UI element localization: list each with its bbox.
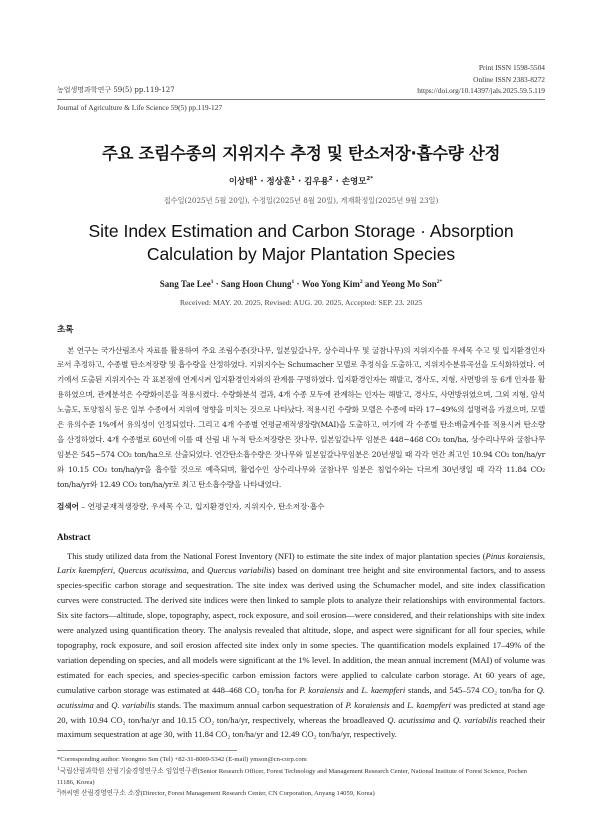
dates-english: Received: MAY. 20. 2025, Revised: AUG. 20. 2025, Accepted: SEP. 23. 2025 <box>179 297 423 307</box>
author-name: 손영모 <box>341 176 367 187</box>
abstract-text: This study utilized data from the National Forest Inventory (NFI) to estimate the site index of major plantation species ( <box>67 550 486 561</box>
author-separator: · <box>294 278 302 289</box>
species-name: Quercus acutissima <box>118 565 187 576</box>
abstract-text: reached their maximum sequestration at age 30, with 11.84 CO₂ ton/ha/yr and 12.49 CO₂ ton/ha/yr, respectively. <box>57 714 545 740</box>
abstract-text: , and <box>186 565 208 576</box>
species-name: Quercus variabilis <box>207 565 272 576</box>
issn-block <box>417 62 545 97</box>
journal-citation-en: Journal of Agriculture & Life Science 59(5) pp.119-127 <box>57 102 223 112</box>
affiliation-1-marker: 1 <box>57 765 60 772</box>
author-name: Sang Tae Lee <box>159 278 211 289</box>
keywords-label: 검색어 <box>57 501 80 511</box>
authors-korean <box>57 176 545 188</box>
footnotes <box>57 755 545 800</box>
abstract-text: , <box>112 565 119 576</box>
doi-link[interactable]: https://doi.org/10.14397/jals.2025.59.5.119 <box>417 86 545 95</box>
species-name: Q. acutissima <box>387 714 436 725</box>
author-name: 정상훈 <box>266 176 292 187</box>
affiliation-2-en: (Director, Forest Management Research Center, CN Corporation, Anyang 14059, Korea) <box>140 790 375 798</box>
author-affiliation-marker: 2* <box>436 278 443 285</box>
title-korean: 주요 조림수종의 지위지수 추정 및 탄소저장·흡수량 산정 <box>101 143 501 163</box>
affiliation-1 <box>57 766 545 788</box>
species-name: P. koraiensis <box>345 699 390 710</box>
keywords-list: – 연평균재적생장량, 우세목 수고, 입지환경인자, 지위지수, 탄소저장·흡수 <box>79 501 325 511</box>
abstract-text: and <box>343 684 362 695</box>
author-affiliation-marker: 1 <box>253 175 258 182</box>
abstract-kr-body: 본 연구는 국가산림조사 자료를 활용하여 주요 조림수종(잣나무, 일본잎갈나무, 상수리나무 및 굴참나무)의 지위지수를 우세목 수고 및 입지환경인자로서 추정하고, 수종별 탄소저장량 및 흡수량을 산정하였다. 지위지수는 Schumacher 모델로 추정식을 도출하고, 지위지수분류곡선을 도식화하였다. 여기에서 도출된 지위지수는 각 표본점에 연계시켜 입지환경인자와의 관계를 구명하였다. 입지환경인자는 해발고, 경사도, 지형, 사면방위 등 6개 인자를 활용하였으며, 관계분석은 수량화이론을 적용시켰다. 수량화분석 결과, 4개 수종 모두에 관계하는 인자는 해발고, 경사도, 사면방위였으며, 그외 지형, 암석노출도, 토양침식 등은 일부 수종에서 지위에 영향을 미치는 것으로 나타났다. 적용시킨 수량화 모델은 수종에 따라 17~49%의 설명력을 가졌으며, 모델은 유의수준 1%에서 유의성이 인정되었다. 그리고 4개 수종별 연평균재적생장량(MAI)을 도출하고, 여기에 각 수종별 탄소배출계수를 적용시켜 탄소량을 산정하였다. 4개 수종별로 60년에 이를 때 산림 내 누적 탄소저장량은 잣나무, 일본잎갈나무 임분은 448~468 CO₂ ton/ha, 상수리나무와 굴참나무 임분은 545~574 CO₂ ton/ha으로 산출되었다. 연간탄소흡수량은 잣나무와 일본잎갈나무임분은 20년생일 때 각각 연간 최고인 10.94 CO₂ ton/ha/yr와 10.15 CO₂ ton/ha/yr을 흡수할 것으로 예측되며, 활엽수인 상수리나무와 굴참나무 임분은 침엽수와는 다르게 30년생일 때 각각 11.84 CO₂ ton/ha/yr와 12.49 CO₂ ton/ha/yr로 최고 탄소흡수량을 나타내었다. <box>57 345 545 489</box>
author-name: 이상태 <box>228 176 254 187</box>
species-name: Pinus koraiensis <box>485 550 543 561</box>
footnote-divider <box>57 750 237 751</box>
author-separator: · <box>257 176 267 187</box>
author-affiliation-marker: 2* <box>366 175 374 182</box>
abstract-kr-heading: 초록 <box>57 324 74 335</box>
species-name: Q. acutissima <box>57 684 546 710</box>
abstract-text: and <box>389 699 408 710</box>
species-name: L. kaempferi <box>361 684 406 695</box>
author-name: Woo Yong Kim <box>301 278 360 289</box>
author-name: Yeong Mo Son <box>381 278 437 289</box>
species-name: Q. variabilis <box>111 699 155 710</box>
author-separator: · <box>332 176 342 187</box>
journal-citation-kr: 농업생명과학연구 59(5) pp.119-127 <box>57 86 175 94</box>
author-affiliation-marker: 2 <box>328 175 333 182</box>
print-issn: Print ISSN 1598-5504 <box>478 63 545 72</box>
abstract-text: stands. The maximum annual carbon sequestration of <box>155 699 346 710</box>
author-name: Sang Hoon Chung <box>221 278 292 289</box>
abstract-text: and <box>435 714 453 725</box>
affiliation-2 <box>57 788 545 800</box>
author-affiliation-marker: 1 <box>210 278 214 285</box>
abstract-text: was predicted at stand age 20, with 10.94 CO₂ ton/ha/yr and 10.15 CO₂ ton/ha/yr, respectively, whereas the broadleaved <box>57 699 545 725</box>
abstract-en-body <box>57 549 545 743</box>
abstract-text: stands, and 545–574 CO₂ ton/ha for <box>405 684 537 695</box>
author-separator: and <box>362 278 382 289</box>
author-separator: · <box>294 176 305 187</box>
corresponding-author: *Corresponding author: Yeongmo Son (Tel) +82-31-8069-5342 (E-mail) ymson@cn-corp.com <box>57 756 307 764</box>
author-name: 김우용 <box>304 176 329 187</box>
author-separator: · <box>213 278 221 289</box>
affiliation-2-kr: ㈜씨엔 산림경영연구소 소장 <box>59 789 141 798</box>
affiliation-1-kr: 국립산림과학원 산림기술경영연구소 임업연구관 <box>59 767 198 776</box>
dates-korean: 접수일(2025년 5월 20일), 수정일(2025년 8월 20일), 게재확정일(2025년 9월 23일) <box>163 195 439 205</box>
keywords-kr <box>57 501 545 513</box>
header-row <box>57 62 545 97</box>
abstract-text: , <box>542 550 545 561</box>
title-english: Site Index Estimation and Carbon Storage · Absorption Calculation by Major Plantation Species <box>88 220 514 264</box>
author-affiliation-marker: 1 <box>291 175 295 182</box>
affiliation-1-en: (Senior Research Officer, Forest Technology and Management Research Center, National Institute of Forest Science, Pochen 11186, Korea) <box>57 768 527 786</box>
affiliation-2-marker: 2 <box>57 788 60 795</box>
species-name: P. koraiensis <box>299 684 344 695</box>
abstract-text: and <box>93 699 112 710</box>
header-divider <box>57 99 545 100</box>
author-affiliation-marker: 1 <box>291 278 295 285</box>
abstract-en-heading: Abstract <box>57 531 91 542</box>
species-name: Q. variabilis <box>453 714 498 725</box>
online-issn: Online ISSN 2383-8272 <box>473 74 545 84</box>
authors-english <box>57 278 545 290</box>
species-name: L. kaempferi <box>407 699 451 710</box>
author-affiliation-marker: 2 <box>359 278 363 285</box>
abstract-text: ) based on dominant tree height and site environmental factors, and to assess species-specific carbon storage and sequestration. The site index was derived using the Schumacher model, and site index classification curves were constructed. The derived site indices were then linked to sample plots to analyze their relationships with environmental factors. Six site factors—altitude, slope, topography, aspect, rock exposure, and soil erosion—were considered, and their relationships with site index were analyzed using quantification theory. The analysis revealed that altitude, slope, and aspect were significant for all four species, while topography, rock exposure, and soil erosion affected site index only in some species. The quantification models explained 17–49% of the variation depending on species, and all models were significant at the 1% level. In addition, the mean annual increment (MAI) of volume was estimated for each species, and species-specific carbon emission factors were applied to calculate carbon storage. At 60 years of age, cumulative carbon storage was estimated at 448–468 CO₂ ton/ha for <box>57 565 546 695</box>
species-name: Larix kaempferi <box>57 565 113 576</box>
